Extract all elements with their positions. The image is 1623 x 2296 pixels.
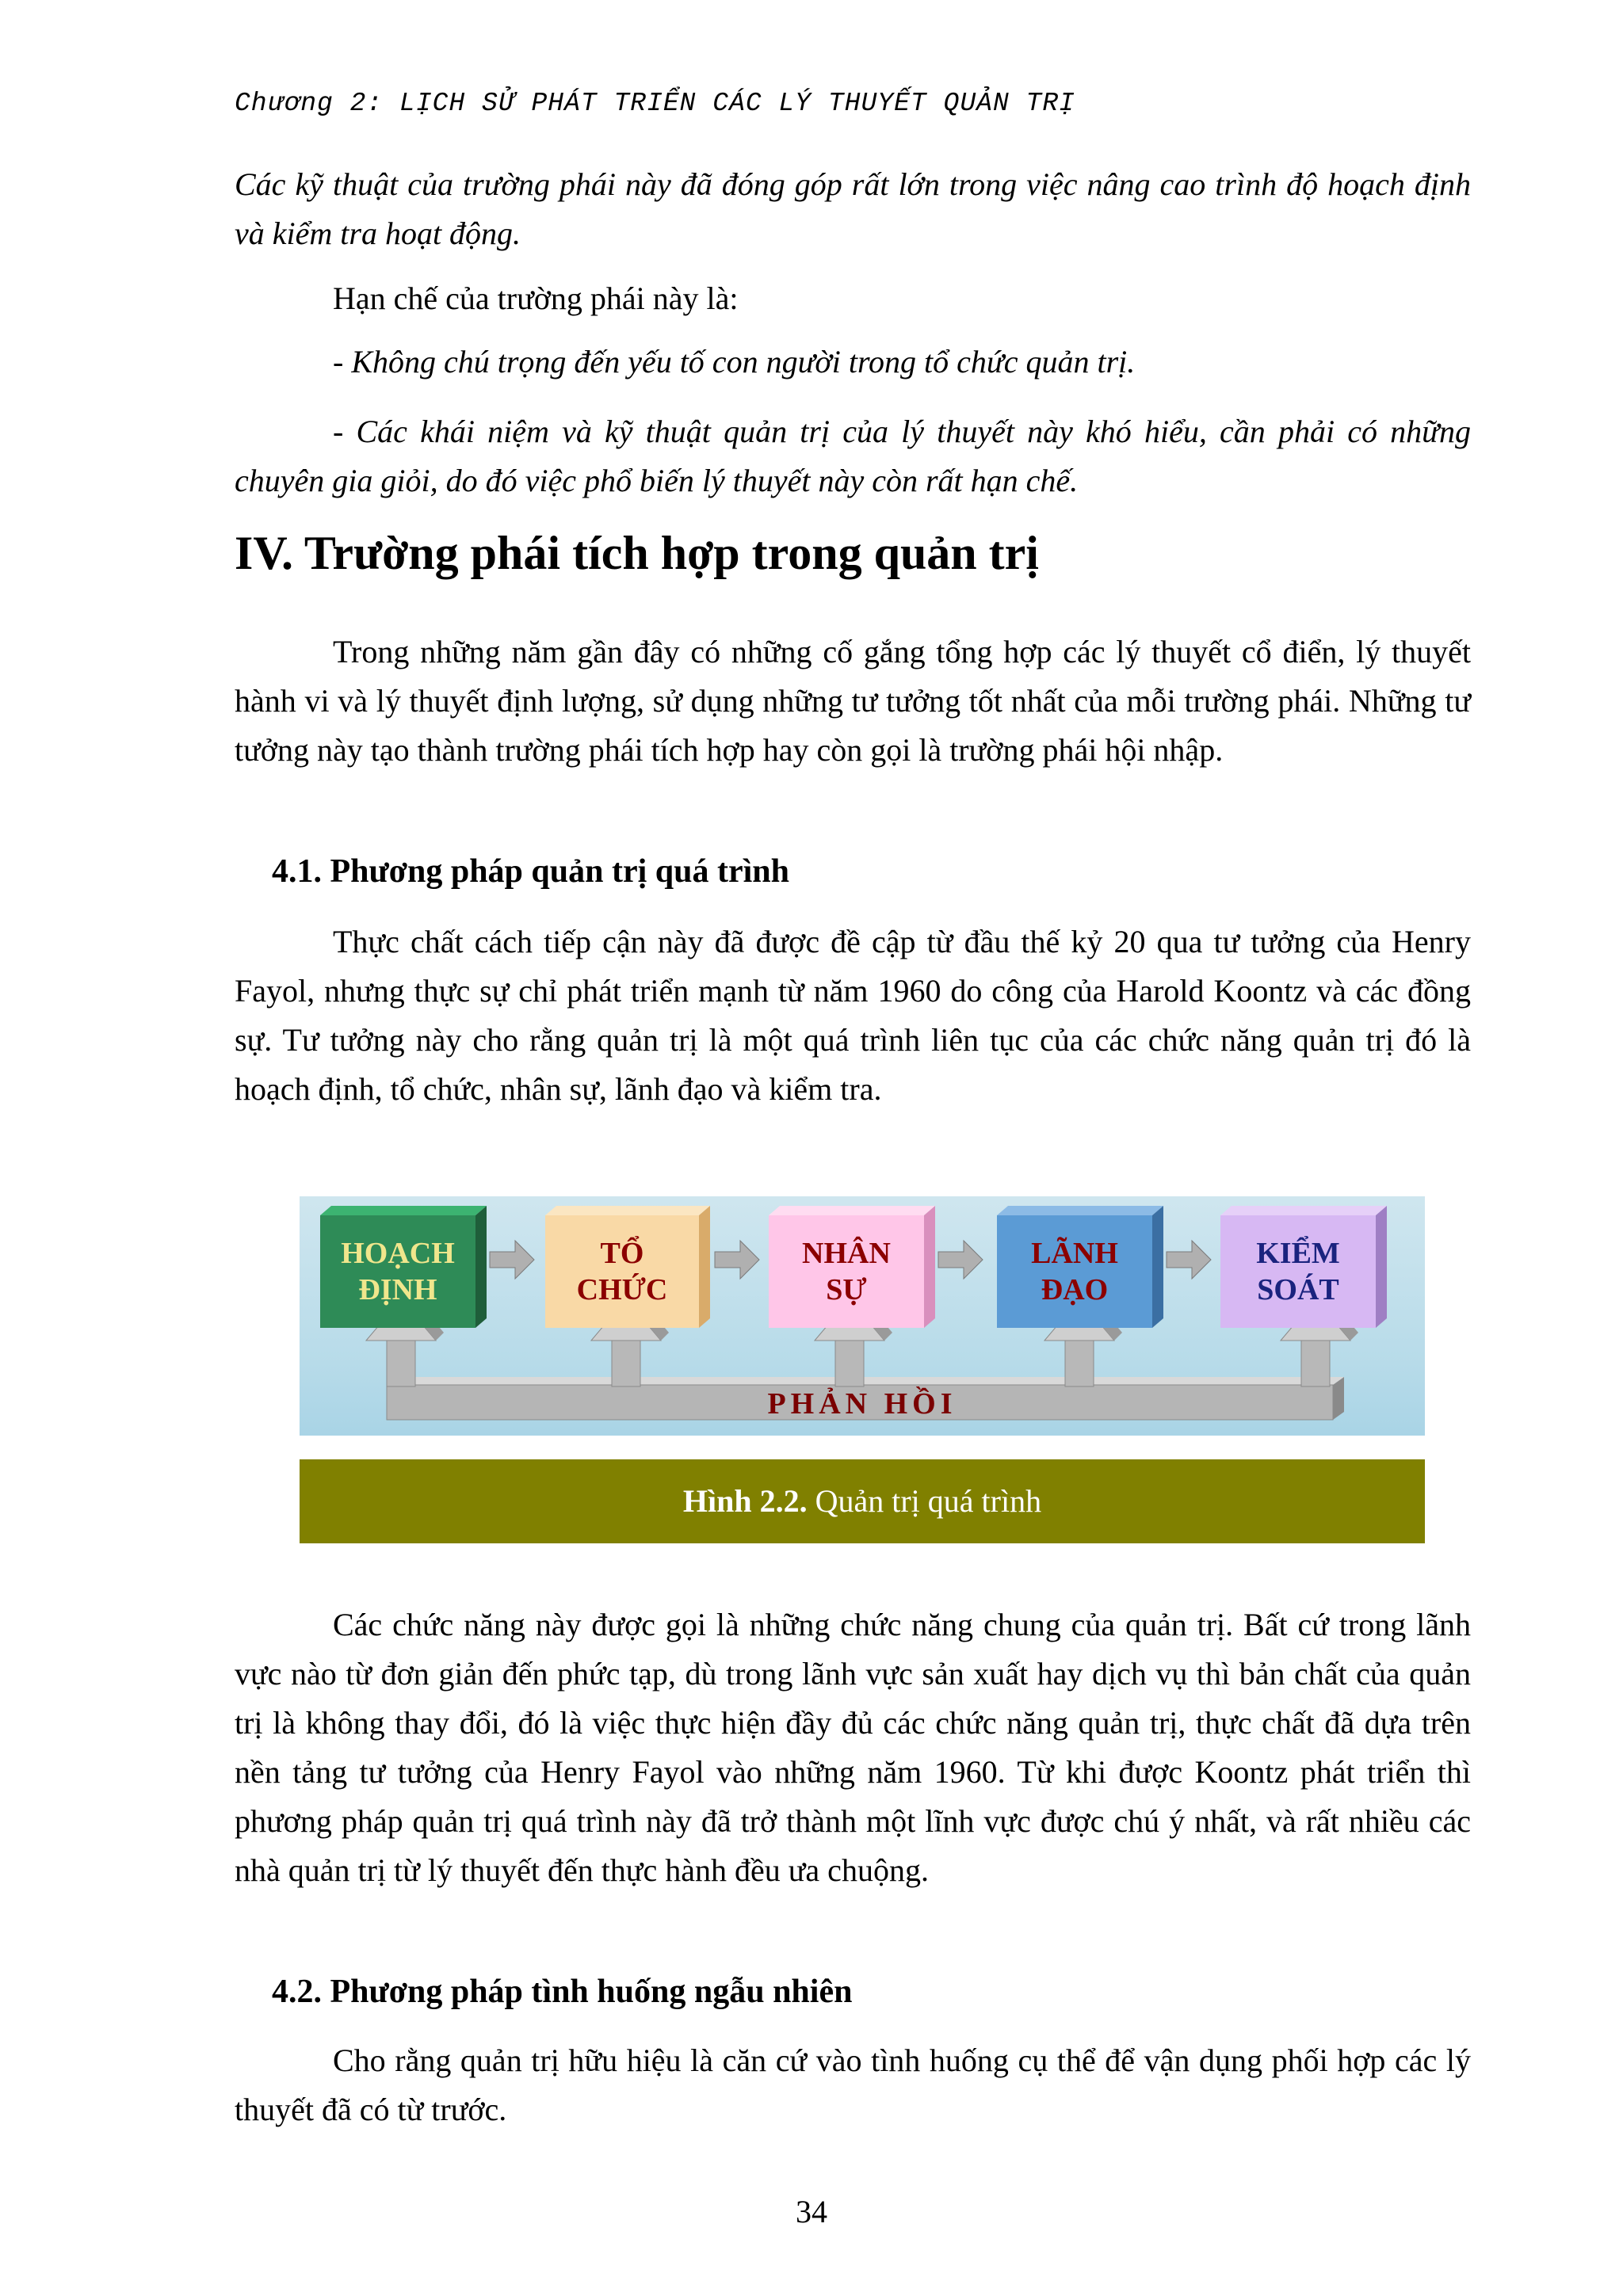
process-box-label: CHỨC xyxy=(576,1273,668,1306)
limitation-item-1: - Không chú trọng đến yếu tố con người trong tổ chức quản trị. xyxy=(333,344,1136,379)
figure-title: Quản trị quá trình xyxy=(807,1483,1042,1519)
section-heading-iv: IV. Trường phái tích hợp trong quản trị xyxy=(235,527,1039,579)
process-box-label: ĐẠO xyxy=(1041,1273,1109,1306)
figure-number: Hình 2.2. xyxy=(682,1483,808,1519)
page-number: 34 xyxy=(796,2194,827,2229)
process-box-label: SOÁT xyxy=(1257,1273,1339,1306)
limitation-item-2: - Các khái niệm và kỹ thuật quản trị của lý thuyết này khó hiểu, cần phải có những chuyên gia giỏi, do đó việc phổ biến lý thuyết này còn rất hạn chế. xyxy=(235,414,1471,498)
process-box-label: KIỂM xyxy=(1256,1237,1340,1270)
process-box-label: NHÂN xyxy=(802,1237,891,1270)
process-box-staffing xyxy=(769,1215,924,1328)
subsection-heading-4-2: 4.2. Phương pháp tình huống ngẫu nhiên xyxy=(272,1974,853,2010)
process-box-organizing xyxy=(545,1215,699,1328)
process-box-planning xyxy=(320,1215,475,1328)
feedback-label: PHẢN HỒI xyxy=(767,1387,957,1421)
process-box-label: LÃNH xyxy=(1031,1237,1118,1270)
section-iv-paragraph: Trong những năm gần đây có những cố gắng tổng hợp các lý thuyết cổ điển, lý thuyết hành vi và lý thuyết định lượng, sử dụng những tư tưởng tốt nhất của mỗi trường phái. Những tư tưởng này tạo thành trường phái tích hợp hay còn gọi là trường phái hội nhập. xyxy=(235,634,1471,768)
limitations-lead: Hạn chế của trường phái này là: xyxy=(333,280,739,316)
process-box-leading xyxy=(997,1215,1152,1328)
intro-paragraph: Các kỹ thuật của trường phái này đã đóng góp rất lớn trong việc nâng cao trình độ hoạch định và kiểm tra hoạt động. xyxy=(235,166,1471,251)
process-box-label: ĐỊNH xyxy=(358,1273,437,1306)
process-diagram xyxy=(300,1196,1425,1436)
running-header: Chương 2: LỊCH SỬ PHÁT TRIỂN CÁC LÝ THUYẾT QUẢN TRỊ xyxy=(235,89,1075,118)
process-box-label: SỰ xyxy=(826,1273,867,1306)
subsection-4-1-paragraph-2: Các chức năng này được gọi là những chức năng chung của quản trị. Bất cứ trong lãnh vực nào từ đơn giản đến phức tạp, dù trong lãnh vực sản xuất hay dịch vụ thì bản chất của quản trị là không thay đổi, đó là việc thực hiện đầy đủ các chức năng quản trị, thực chất đã dựa trên nền tảng tư tưởng của Henry Fayol vào những năm 1960. Từ khi được Koontz phát triển thì phương pháp quản trị quá trình này đã trở thành một lĩnh vực được chú ý nhất, và rất nhiều các nhà quản trị từ lý thuyết đến thực hành đều ưa chuộng. xyxy=(235,1607,1471,1888)
subsection-4-1-paragraph-1: Thực chất cách tiếp cận này đã được đề cập từ đầu thế kỷ 20 qua tư tưởng của Henry Fayol, nhưng thực sự chỉ phát triển mạnh từ năm 1960 do công của Harold Koontz và các đồng sự. Tư tưởng này cho rằng quản trị là một quá trình liên tục của các chức năng quản trị đó là hoạch định, tổ chức, nhân sự, lãnh đạo và kiểm tra. xyxy=(235,924,1471,1107)
process-box-label: HOẠCH xyxy=(341,1237,455,1270)
figure-caption xyxy=(300,1459,1425,1543)
subsection-heading-4-1: 4.1. Phương pháp quản trị quá trình xyxy=(272,853,790,890)
process-box-controlling xyxy=(1220,1215,1376,1328)
subsection-4-2-paragraph: Cho rằng quản trị hữu hiệu là căn cứ vào tình huống cụ thể để vận dụng phối hợp các lý thuyết đã có từ trước. xyxy=(235,2042,1471,2127)
process-box-label: TỔ xyxy=(600,1237,644,1270)
